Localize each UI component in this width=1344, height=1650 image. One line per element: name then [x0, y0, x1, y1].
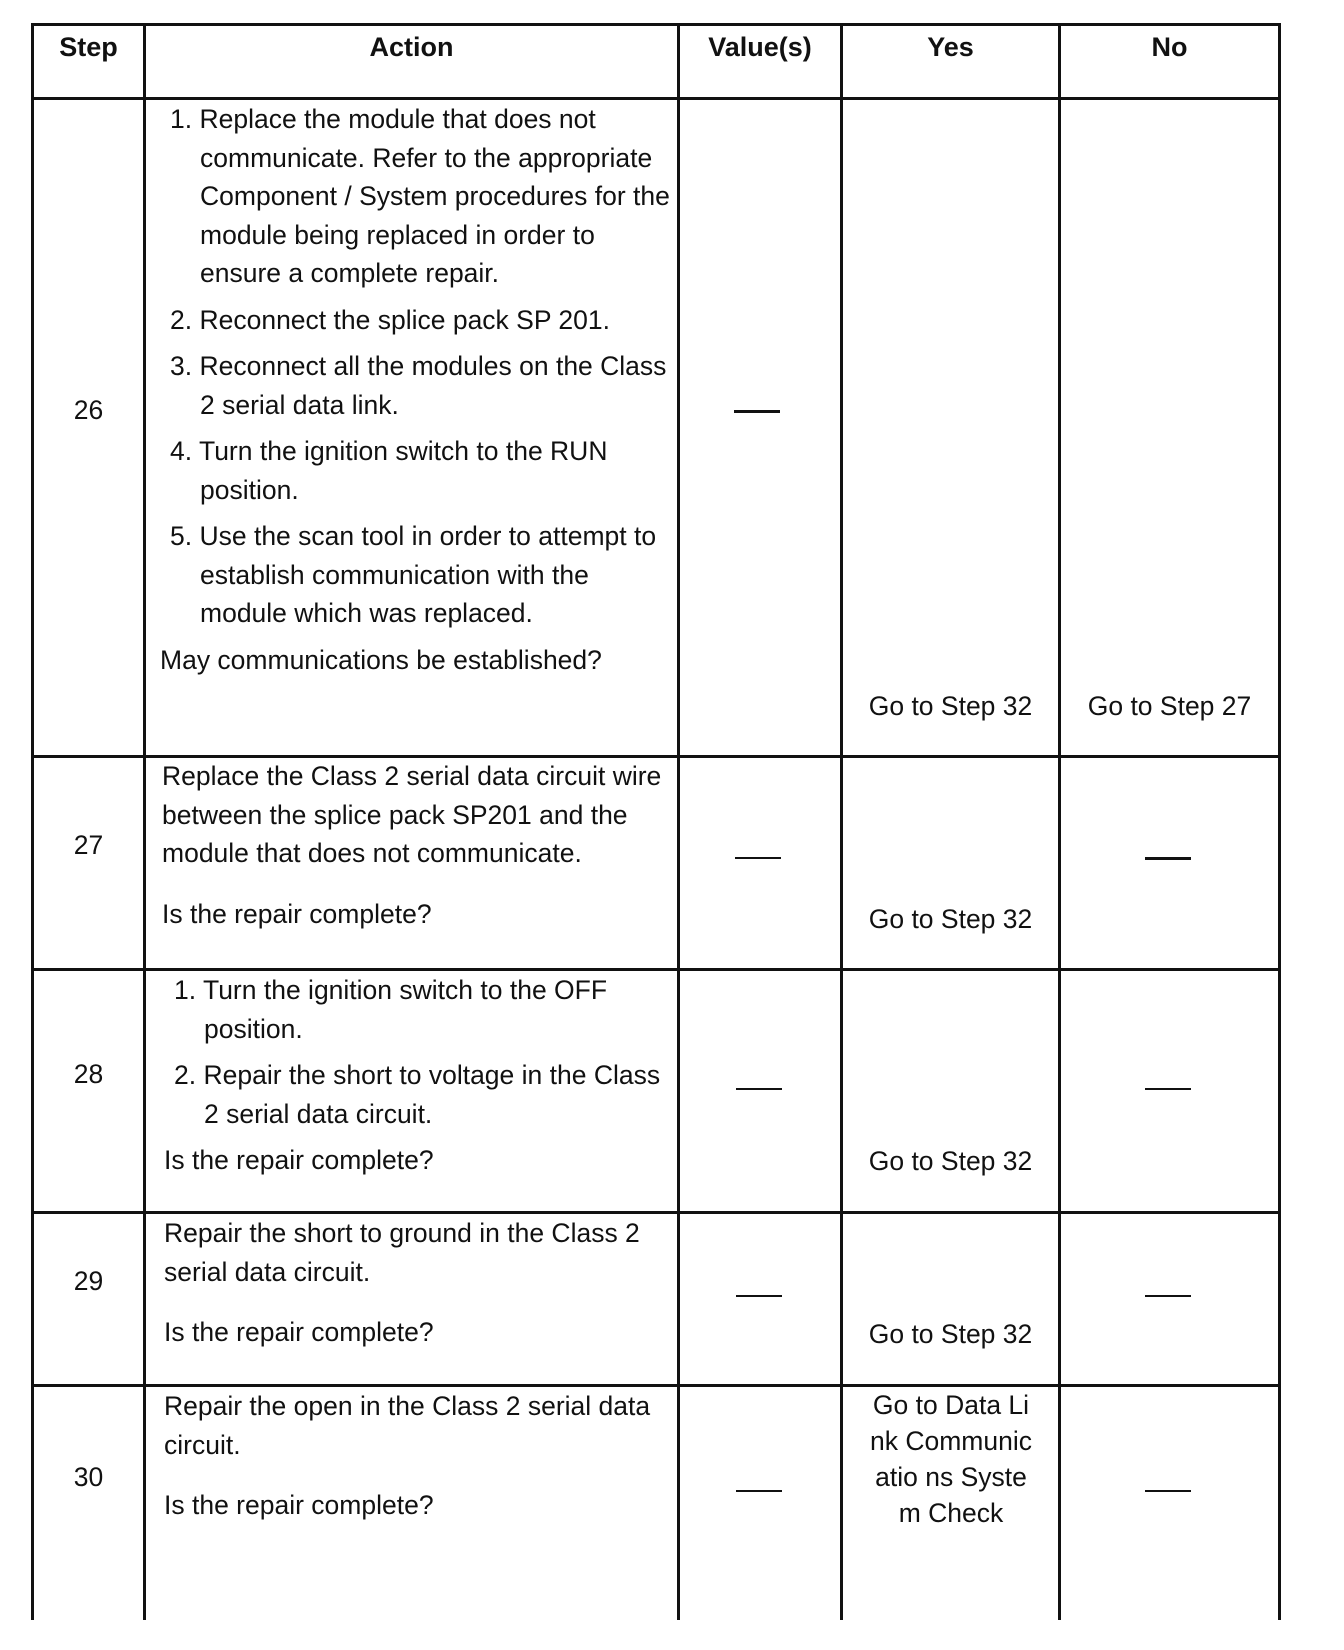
action-item: 5. Use the scan tool in order to attempt to establish communication with the module which was replaced. — [170, 521, 657, 628]
yes-cell: Go to Step 32 — [868, 1319, 1033, 1349]
value-dash — [735, 857, 781, 859]
grid-line — [143, 23, 146, 1620]
grid-line — [1278, 23, 1281, 1620]
value-dash — [734, 410, 780, 413]
action-text: Repair the open in the Class 2 serial data circuit. — [164, 1391, 651, 1460]
action-item: 4. Turn the ignition switch to the RUN position. — [170, 436, 608, 505]
value-dash — [736, 1295, 782, 1297]
action-question: Is the repair complete? — [162, 898, 432, 929]
no-dash — [1145, 1088, 1191, 1090]
yes-cell: Go to Step 32 — [868, 1146, 1033, 1176]
action-question: Is the repair complete? — [164, 1490, 434, 1520]
action-item: 3. Reconnect all the modules on the Class 2 serial data link. — [170, 351, 667, 420]
grid-line — [1058, 23, 1061, 1620]
action-text: Repair the short to ground in the Class 2 serial data circuit. — [164, 1218, 640, 1287]
value-dash — [736, 1490, 782, 1492]
step-number: 30 — [73, 1462, 104, 1492]
no-dash — [1145, 857, 1191, 860]
step-number: 29 — [73, 1266, 104, 1296]
action-item: 1. Turn the ignition switch to the OFF position. — [174, 975, 608, 1044]
header-values: Value(s) — [708, 32, 812, 62]
header-step: Step — [59, 32, 118, 62]
action-cell — [164, 971, 674, 1180]
grid-line — [840, 23, 843, 1620]
action-question: Is the repair complete? — [164, 1145, 434, 1175]
step-number: 27 — [73, 830, 104, 860]
action-cell — [164, 1214, 674, 1352]
action-item: 2. Reconnect the splice pack SP 201. — [170, 304, 610, 335]
no-dash — [1145, 1490, 1191, 1492]
yes-cell: Go to Step 32 — [868, 904, 1033, 934]
yes-cell: Go to Step 32 — [868, 691, 1033, 721]
action-question: Is the repair complete? — [164, 1317, 434, 1347]
no-dash — [1145, 1295, 1191, 1297]
action-item: 1. Replace the module that does not communicate. Refer to the appropriate Component / System procedures for the module being replaced in order to ensure a complete repair. — [170, 104, 670, 288]
action-cell — [162, 757, 672, 933]
action-cell — [160, 100, 670, 679]
action-cell — [164, 1387, 674, 1525]
yes-cell: Go to Data Link Communicatio ns System Check — [870, 1390, 1032, 1528]
grid-line — [677, 23, 680, 1620]
step-number: 28 — [73, 1059, 104, 1089]
no-cell: Go to Step 27 — [1087, 691, 1252, 721]
step-number: 26 — [73, 395, 104, 425]
header-yes: Yes — [927, 32, 974, 62]
action-question: May communications be established? — [160, 644, 602, 675]
action-text: Replace the Class 2 serial data circuit wire between the splice pack SP201 and the module that does not communicate. — [162, 761, 662, 868]
action-item: 2. Repair the short to voltage in the Class 2 serial data circuit. — [174, 1060, 661, 1129]
header-action: Action — [369, 32, 454, 62]
grid-line — [31, 23, 1281, 26]
value-dash — [736, 1088, 782, 1090]
header-no: No — [1151, 32, 1188, 62]
grid-line — [31, 23, 34, 1620]
